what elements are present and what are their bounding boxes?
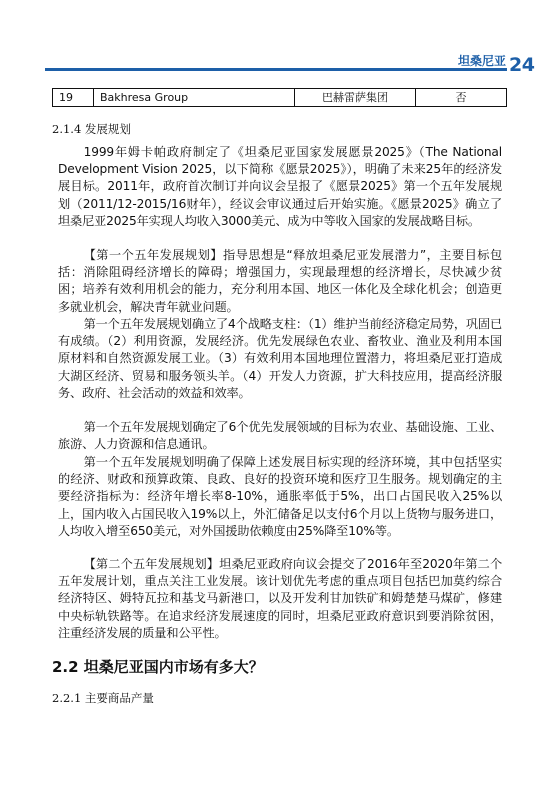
subsection-heading-development-plan: 2.1.4 发展规划: [52, 122, 131, 136]
paragraph-vision-2025: 1999年姆卡帕政府制定了《坦桑尼亚国家发展愿景2025》（The National Development Vision 2025，以下简称《愿景2025》），明确了未来25年的经济发展目标。2011年，政府首次制订并向议会呈报了《愿景2025》第一个五年发展规划（2011/12-2015/16财年），经议会审议通过后开始实施。《愿景2025》确立了坦桑尼亚2025年实现人均收入3000美元、成为中等收入国家的发展战略目标。: [58, 145, 502, 228]
row-index: 19: [53, 89, 94, 107]
company-name-en: Bakhresa Group: [94, 89, 295, 107]
header-title: 坦桑尼亚: [457, 54, 506, 68]
company-name-zh: 巴赫雷萨集团: [295, 89, 416, 107]
company-table: [52, 88, 507, 107]
paragraph-strategic-pillars: 第一个五年发展规划确立了4个战略支柱：（1）维护当前经济稳定局势，巩固已有成绩。（2）利用资源，发展经济。优先发展绿色农业、畜牧业、渔业及利用本国原材料和自然资源发展工业。（3）有效利用本国地理位置潜力，将坦桑尼亚打造成大湖区经济、贸易和服务领头羊。（4）开发人力资源，扩大科技应用，提高经济服务、政府、社会活动的效益和效率。: [58, 317, 502, 400]
listed-flag: 否: [416, 89, 507, 107]
table-row: [53, 89, 507, 107]
page-number: 24: [509, 54, 535, 76]
header-rule: [45, 68, 507, 71]
paragraph-first-plan-guideline: 【第一个五年发展规划】指导思想是“释放坦桑尼亚发展潜力”，主要目标包括：消除阻碍经济增长的障碍；增强国力，实现最理想的经济增长，尽快减少贫困；培养有效利用机会的能力，充分利用本国、地区一体化及全球化机会；创造更多就业机会，解决青年就业问题。: [58, 248, 502, 314]
section-heading-market-size: 2.2 坦桑尼亚国内市场有多大？: [52, 658, 264, 676]
paragraph-priority-areas: 第一个五年发展规划确定了6个优先发展领域的目标为农业、基础设施、工业、旅游、人力资源和信息通讯。: [58, 420, 502, 452]
paragraph-second-plan: 【第二个五年发展规划】坦桑尼亚政府向议会提交了2016年至2020年第二个五年发展计划，重点关注工业发展。该计划优先考虑的重点项目包括巴加莫约综合经济特区、姆特瓦拉和基戈马新港口，以及开发利甘加铁矿和姆楚楚马煤矿，修建中央标轨铁路等。在追求经济发展速度的同时，坦桑尼亚政府意识到要消除贫困，注重经济发展的质量和公平性。: [58, 557, 502, 640]
paragraph-economic-indicators: 第一个五年发展规划明确了保障上述发展目标实现的经济环境，其中包括坚实的经济、财政和预算政策、良政、良好的投资环境和医疗卫生服务。规划确定的主要经济指标为：经济年增长率8-10%，通胀率低于5%，出口占国民收入25%以上，国内收入占国民收入19%以上，外汇储备足以支付6个月以上货物与服务进口，人均收入增至650美元，对外国援助依赖度由25%降至10%等。: [58, 455, 502, 538]
subsection-heading-commodity-output: 2.2.1 主要商品产量: [52, 691, 154, 705]
